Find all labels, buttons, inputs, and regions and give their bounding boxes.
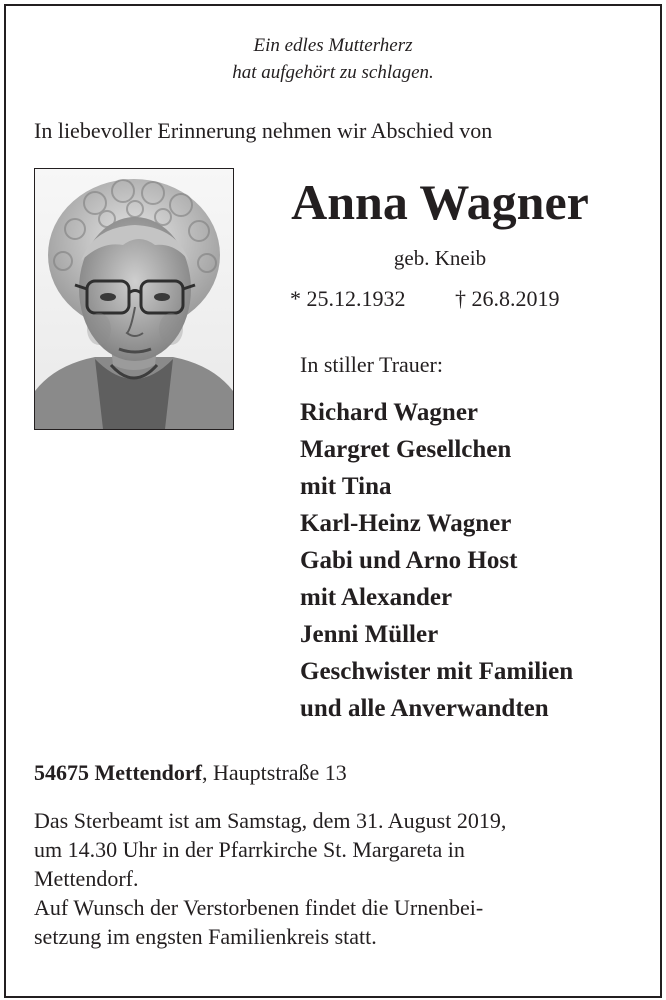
mourner-name: und alle Anverwandten bbox=[300, 695, 549, 722]
motto-line-2: hat aufgehört zu schlagen. bbox=[232, 62, 434, 83]
birth-date: * 25.12.1932 bbox=[290, 286, 406, 311]
intro-text: In liebevoller Erinnerung nehmen wir Abschied von bbox=[34, 118, 493, 143]
mourner-name: Gabi und Arno Host bbox=[300, 547, 518, 574]
mourner-name: Margret Gesellchen bbox=[300, 436, 512, 463]
maiden-name: geb. Kneib bbox=[393, 246, 487, 270]
mourner-name: Richard Wagner bbox=[300, 399, 479, 426]
notice-line: setzung im engsten Familienkreis statt. bbox=[34, 924, 377, 949]
notice-line: Mettendorf. bbox=[34, 866, 139, 891]
mourning-label: In stiller Trauer: bbox=[300, 352, 443, 377]
notice-line: Auf Wunsch der Verstorbenen findet die Urnenbei- bbox=[34, 895, 484, 920]
mourner-name: mit Alexander bbox=[300, 584, 453, 611]
portrait-photo bbox=[34, 168, 234, 430]
mourner-name: mit Tina bbox=[300, 473, 392, 500]
death-date: † 26.8.2019 bbox=[455, 286, 560, 311]
notice-line: um 14.30 Uhr in der Pfarrkirche St. Margareta in bbox=[34, 837, 465, 862]
service-notice bbox=[34, 806, 634, 951]
motto-line-1: Ein edles Mutterherz bbox=[253, 35, 413, 56]
address-street: , Hauptstraße 13 bbox=[202, 760, 347, 785]
address-town: 54675 Mettendorf bbox=[34, 760, 203, 785]
mourner-name: Geschwister mit Familien bbox=[300, 658, 574, 685]
mourner-name: Karl-Heinz Wagner bbox=[300, 510, 512, 537]
address bbox=[34, 758, 347, 788]
portrait-icon bbox=[35, 169, 233, 429]
deceased-name: Anna Wagner bbox=[291, 174, 589, 230]
mourner-name: Jenni Müller bbox=[300, 621, 439, 648]
notice-line: Das Sterbeamt ist am Samstag, dem 31. August 2019, bbox=[34, 808, 507, 833]
mourners-list bbox=[300, 394, 573, 727]
